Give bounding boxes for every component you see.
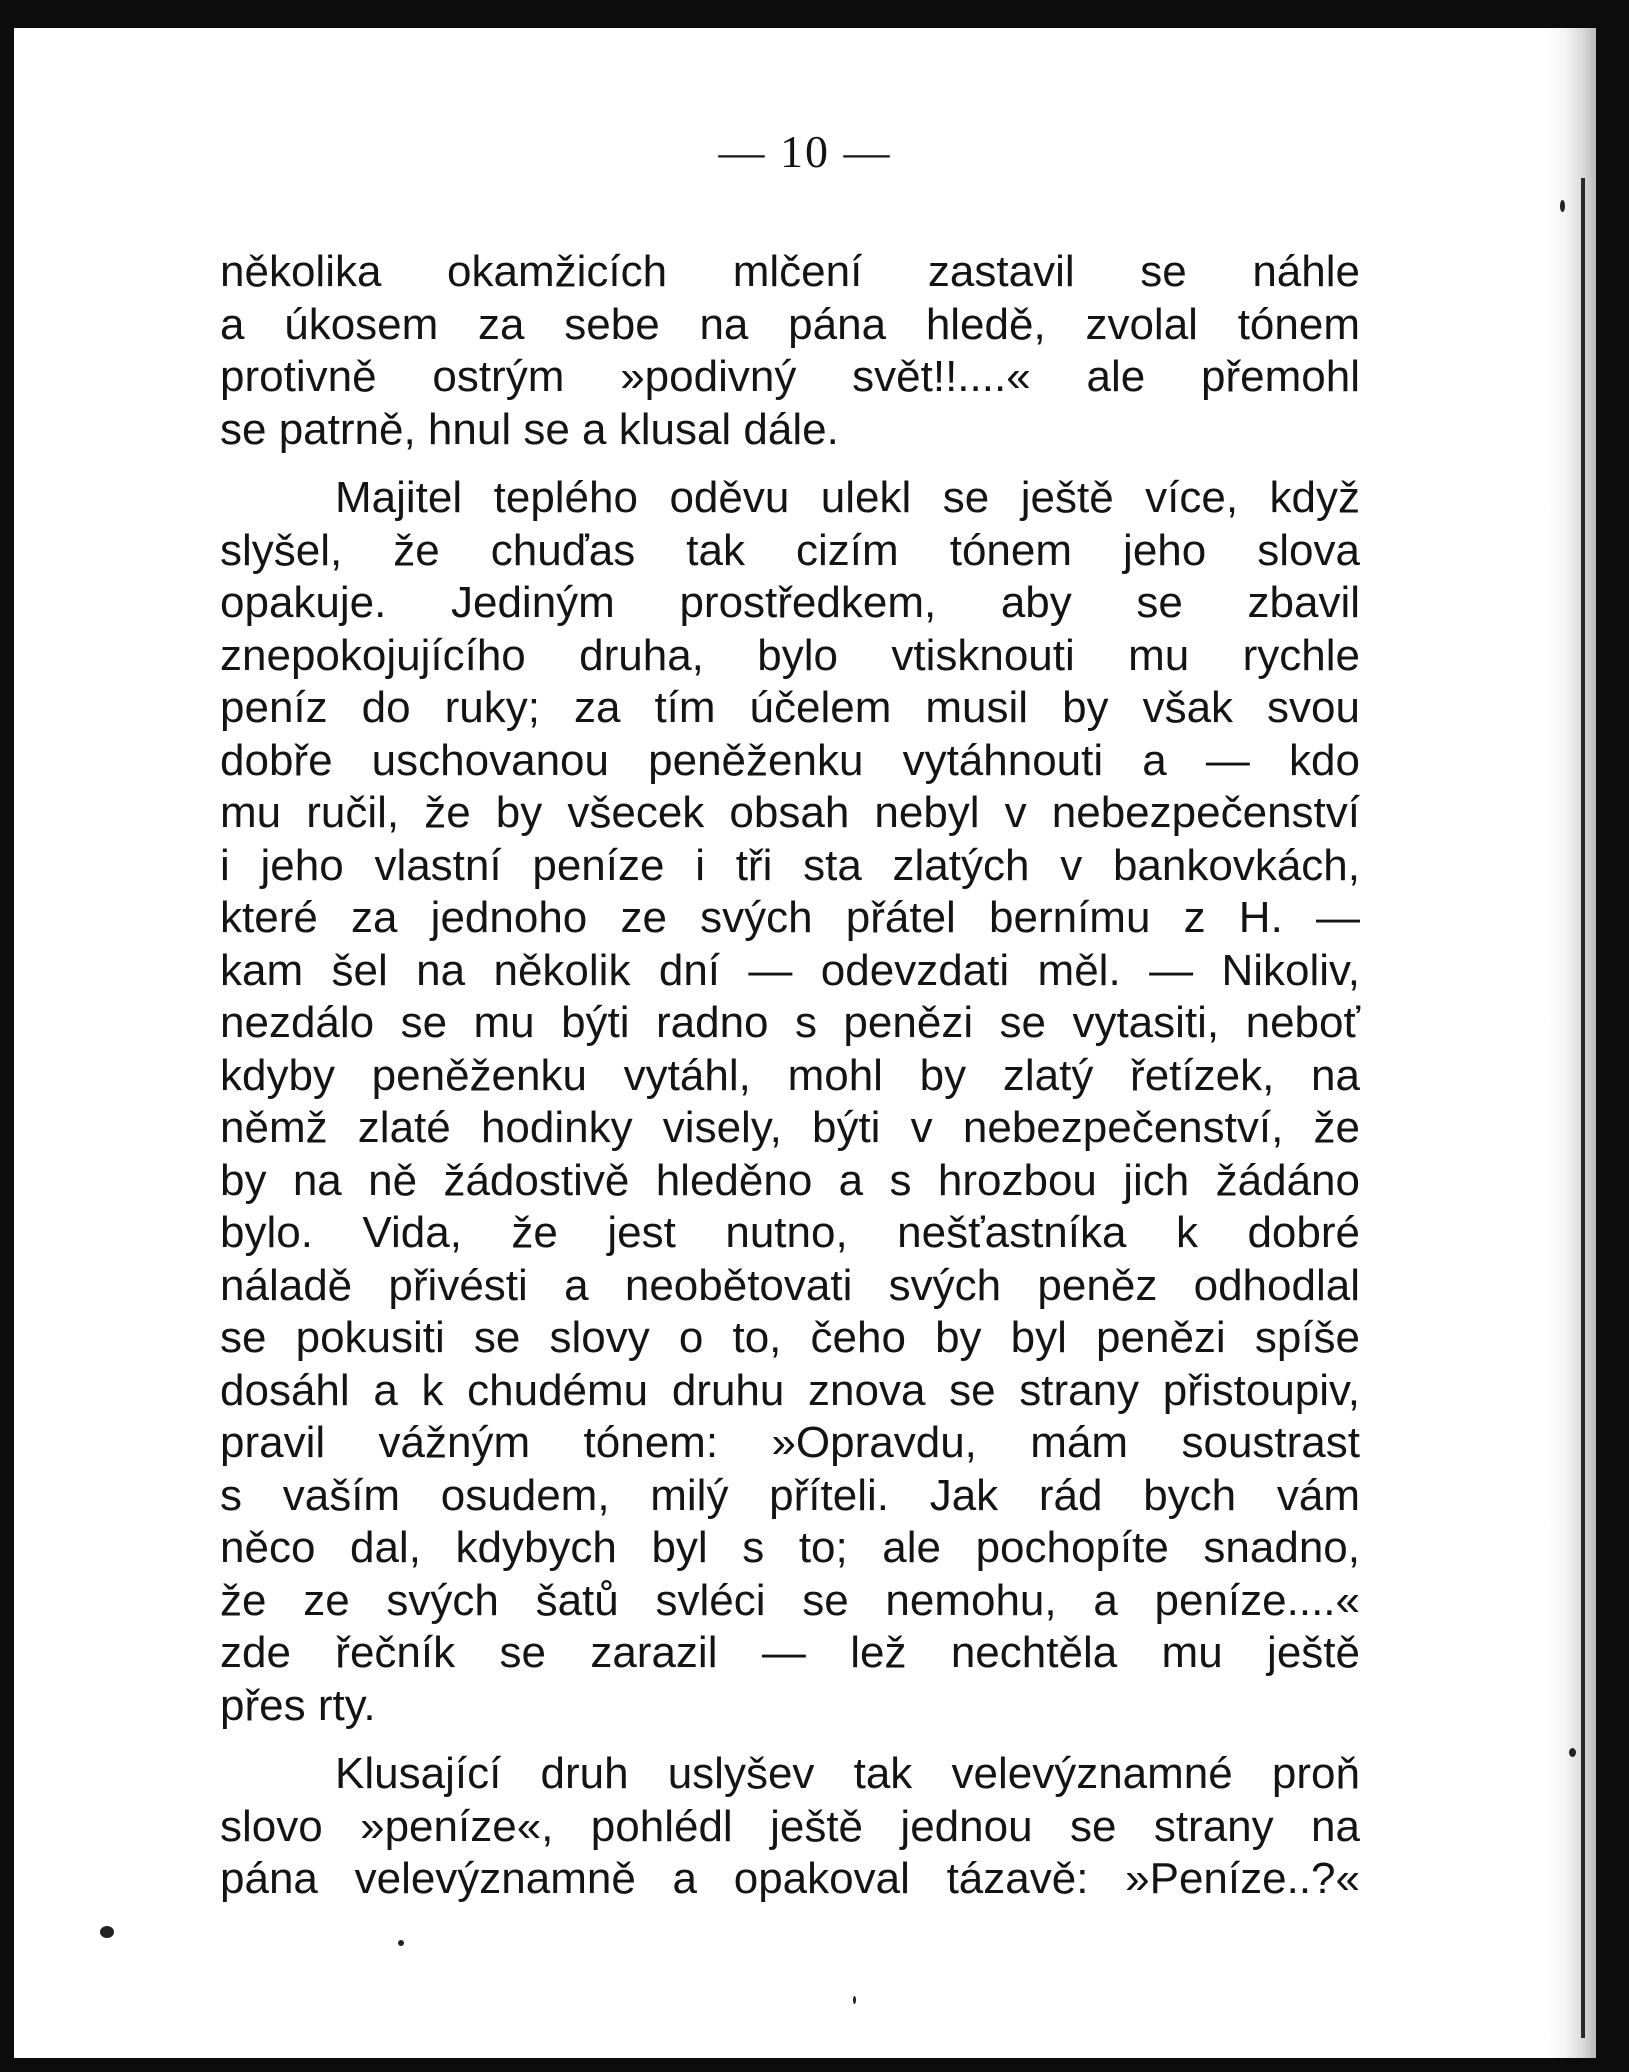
text-line: kdyby peněženku vytáhl, mohl by zlatý řetízek, na (220, 1050, 1360, 1100)
text-line: peníz do ruky; za tím účelem musil by však svou (220, 683, 1360, 732)
text-line: kam šel na několik dní — odevzdati měl. — Nikoliv, (220, 945, 1360, 995)
ink-speck (1560, 200, 1565, 212)
text-line: přes rty. (220, 1680, 376, 1730)
text-line: které za jednoho ze svých přátel bernímu z H. — (220, 893, 1360, 942)
text-line: zde řečník se zarazil — lež nechtěla mu ještě (220, 1628, 1360, 1677)
text-line: že ze svých šatů svléci se nemohu, a peníze....« (220, 1575, 1360, 1625)
text-line: bylo. Vida, že jest nutno, nešťastníka k dobré (220, 1208, 1360, 1257)
text-line: němž zlaté hodinky visely, býti v nebezpečenství, že (220, 1103, 1360, 1152)
text-line: slyšel, že chuďas tak cizím tónem jeho slova (220, 525, 1360, 575)
ink-speck (1569, 1748, 1576, 1757)
paragraph-2 (220, 472, 1360, 1732)
body-text (220, 246, 1360, 1906)
paragraph-1 (220, 246, 1360, 456)
ink-speck (398, 1940, 404, 1946)
text-line: a úkosem za sebe na pána hledě, zvolal tónem (220, 299, 1360, 349)
text-line: mu ručil, že by všecek obsah nebyl v nebezpečenství (220, 788, 1360, 837)
text-line: by na ně žádostivě hleděno a s hrozbou jich žádáno (220, 1155, 1360, 1205)
ink-speck (100, 1926, 114, 1938)
text-line: protivně ostrým »podivný svět!!....« ale přemohl (220, 352, 1360, 401)
text-line: opakuje. Jediným prostředkem, aby se zbavil (220, 578, 1360, 627)
text-line: se patrně, hnul se a klusal dále. (220, 404, 839, 454)
page-number: — 10 — (718, 126, 892, 177)
text-line: s vaším osudem, milý příteli. Jak rád bych vám (220, 1470, 1360, 1520)
text-line: Klusající druh uslyšev tak velevýznamné proň (335, 1749, 1360, 1798)
text-line: i jeho vlastní peníze i tři sta zlatých v bankovkách, (220, 840, 1360, 890)
book-page (14, 28, 1596, 2058)
text-line: náladě přivésti a neobětovati svých peněz odhodlal (220, 1260, 1360, 1310)
text-line: se pokusiti se slovy o to, čeho by byl penězi spíše (220, 1313, 1360, 1362)
text-line: pravil vážným tónem: »Opravdu, mám soustrast (220, 1418, 1360, 1467)
text-line: slovo »peníze«, pohlédl ještě jednou se strany na (220, 1801, 1360, 1851)
text-line: pána velevýznamně a opakoval tázavě: »Peníze..?« (220, 1854, 1360, 1903)
text-line: několika okamžicích mlčení zastavil se náhle (220, 247, 1360, 296)
text-line: Majitel teplého oděvu ulekl se ještě více, když (335, 473, 1360, 522)
text-line: dobře uschovanou peněženku vytáhnouti a — kdo (220, 735, 1360, 785)
text-line: znepokojujícího druha, bylo vtisknouti mu rychle (220, 630, 1360, 680)
text-line: něco dal, kdybych byl s to; ale pochopíte snadno, (220, 1523, 1360, 1572)
ink-speck (853, 1996, 856, 2004)
text-line: dosáhl a k chudému druhu znova se strany přistoupiv, (220, 1365, 1360, 1415)
binding-edge (1581, 178, 1585, 2038)
text-line: nezdálo se mu býti radno s penězi se vytasiti, neboť (220, 998, 1360, 1047)
paragraph-3 (220, 1748, 1360, 1906)
